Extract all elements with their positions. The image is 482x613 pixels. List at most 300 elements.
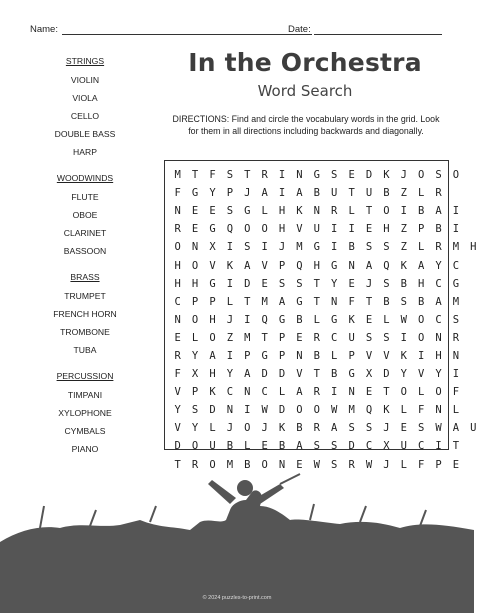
grid-cell[interactable]: N (191, 241, 199, 254)
grid-cell[interactable]: B (331, 368, 338, 381)
grid-cell[interactable]: L (348, 205, 355, 218)
grid-cell[interactable]: Q (383, 259, 390, 272)
grid-cell[interactable]: T (313, 277, 320, 290)
grid-cell[interactable]: P (278, 259, 286, 272)
grid-cell[interactable]: Q (226, 223, 234, 236)
grid-cell[interactable]: W (365, 458, 373, 471)
grid-cell[interactable]: S (383, 241, 390, 254)
grid-cell[interactable]: S (365, 422, 373, 435)
grid-cell[interactable]: L (313, 313, 320, 326)
grid-cell[interactable]: E (365, 313, 373, 326)
grid-cell[interactable]: C (418, 440, 425, 453)
grid-cell[interactable]: T (313, 368, 320, 381)
grid-cell[interactable]: H (209, 368, 216, 381)
grid-cell[interactable]: E (261, 440, 268, 453)
grid-cell[interactable]: I (418, 349, 425, 362)
grid-cell[interactable]: U (331, 187, 338, 200)
grid-cell[interactable]: D (278, 368, 286, 381)
grid-cell[interactable]: G (209, 277, 216, 290)
grid-cell[interactable]: I (244, 404, 251, 417)
grid-cell[interactable]: I (226, 241, 234, 254)
grid-cell[interactable]: T (383, 386, 390, 399)
grid-cell[interactable]: F (209, 169, 216, 182)
grid-cell[interactable]: A (209, 349, 216, 362)
grid-cell[interactable]: E (191, 223, 199, 236)
grid-cell[interactable]: L (400, 404, 407, 417)
grid-cell[interactable]: S (226, 205, 234, 218)
grid-cell[interactable]: L (400, 458, 407, 471)
grid-cell[interactable]: S (452, 313, 460, 326)
grid-cell[interactable]: E (296, 458, 303, 471)
grid-cell[interactable]: K (226, 259, 234, 272)
grid-cell[interactable]: J (383, 458, 390, 471)
grid-cell[interactable]: N (331, 295, 338, 308)
grid-cell[interactable]: A (331, 422, 338, 435)
grid-cell[interactable]: D (278, 404, 286, 417)
grid-cell[interactable]: L (278, 386, 286, 399)
grid-cell[interactable]: U (365, 187, 373, 200)
grid-cell[interactable]: H (191, 277, 199, 290)
grid-cell[interactable]: S (331, 169, 338, 182)
grid-cell[interactable]: R (331, 205, 338, 218)
grid-cell[interactable]: H (435, 349, 442, 362)
grid-cell[interactable]: A (435, 295, 442, 308)
grid-cell[interactable]: L (418, 241, 425, 254)
grid-cell[interactable]: J (400, 169, 407, 182)
grid-cell[interactable]: O (418, 331, 425, 344)
grid-cell[interactable]: B (244, 458, 251, 471)
grid-cell[interactable]: Y (191, 349, 199, 362)
grid-cell[interactable]: N (348, 259, 355, 272)
grid-cell[interactable]: T (174, 458, 181, 471)
grid-cell[interactable]: L (383, 313, 390, 326)
grid-cell[interactable]: O (191, 440, 199, 453)
category-title: BRASS (70, 272, 100, 282)
grid-cell[interactable]: J (278, 241, 286, 254)
grid-cell[interactable]: C (331, 331, 338, 344)
grid-cell[interactable]: U (313, 223, 320, 236)
grid-cell[interactable]: D (383, 368, 390, 381)
grid-cell[interactable]: I (226, 277, 234, 290)
grid-cell[interactable]: U (209, 440, 216, 453)
vocab-word: VIOLA (72, 93, 98, 103)
grid-cell[interactable]: T (244, 169, 251, 182)
grid-cell[interactable]: O (418, 313, 425, 326)
grid-cell[interactable]: P (418, 223, 425, 236)
grid-cell[interactable]: T (313, 295, 320, 308)
grid-cell[interactable]: Y (435, 259, 442, 272)
grid-cell[interactable]: M (226, 458, 234, 471)
grid-cell[interactable]: S (331, 440, 338, 453)
name-field[interactable] (30, 24, 58, 35)
grid-cell[interactable]: J (244, 187, 251, 200)
grid-cell[interactable]: I (331, 223, 338, 236)
grid-cell[interactable]: A (435, 205, 442, 218)
grid-cell[interactable]: P (226, 187, 234, 200)
grid-cell[interactable]: D (365, 169, 373, 182)
grid-cell[interactable]: K (209, 386, 216, 399)
grid-cell[interactable]: R (313, 331, 320, 344)
grid-cell[interactable]: V (209, 259, 216, 272)
grid-cell[interactable]: C (365, 440, 373, 453)
grid-cell[interactable]: S (191, 404, 199, 417)
grid-cell[interactable]: Z (400, 241, 407, 254)
grid-cell[interactable]: Y (400, 368, 407, 381)
grid-cell[interactable]: B (278, 440, 286, 453)
grid-cell[interactable]: S (435, 169, 442, 182)
grid-cell[interactable]: O (261, 458, 268, 471)
grid-cell[interactable]: I (331, 241, 338, 254)
grid-cell[interactable]: H (383, 223, 390, 236)
grid-cell[interactable]: L (331, 349, 338, 362)
grid-cell[interactable]: S (400, 295, 407, 308)
copyright-footer: © 2024 puzzles-to-print.com (202, 595, 272, 601)
grid-cell[interactable]: N (348, 386, 355, 399)
grid-cell[interactable]: C (226, 386, 234, 399)
grid-cell[interactable]: B (383, 187, 390, 200)
grid-cell[interactable]: B (383, 295, 390, 308)
grid-cell[interactable]: S (278, 277, 286, 290)
grid-cell[interactable]: U (348, 331, 355, 344)
grid-cell[interactable]: R (313, 386, 320, 399)
grid-cell[interactable]: I (400, 331, 407, 344)
grid-cell[interactable]: A (278, 295, 286, 308)
grid-cell[interactable]: C (174, 295, 181, 308)
grid-cell[interactable]: C (261, 386, 268, 399)
grid-cell[interactable]: D (244, 277, 251, 290)
grid-cell[interactable]: V (296, 223, 303, 236)
grid-cell[interactable]: Q (261, 313, 268, 326)
grid-cell[interactable]: O (261, 223, 268, 236)
grid-cell[interactable]: N (296, 349, 303, 362)
grid-cell[interactable]: A (452, 422, 460, 435)
grid-cell[interactable]: X (209, 241, 216, 254)
grid-cell[interactable]: G (313, 169, 320, 182)
grid-cell[interactable]: E (348, 169, 355, 182)
grid-cell[interactable]: B (348, 241, 355, 254)
grid-cell[interactable]: G (209, 223, 216, 236)
grid-cell[interactable]: I (278, 169, 286, 182)
grid-cell[interactable]: M (348, 404, 355, 417)
grid-cell[interactable]: O (174, 241, 181, 254)
grid-cell[interactable]: R (174, 223, 181, 236)
grid-cell[interactable]: A (418, 259, 425, 272)
grid-cell[interactable]: U (400, 440, 407, 453)
grid-cell[interactable]: M (261, 295, 268, 308)
grid-cell[interactable]: V (383, 349, 390, 362)
grid-cell[interactable]: N (174, 205, 181, 218)
grid-cell[interactable]: X (365, 368, 373, 381)
grid-cell[interactable]: P (435, 458, 442, 471)
grid-cell[interactable]: P (244, 349, 251, 362)
grid-cell[interactable]: E (296, 331, 303, 344)
grid-cell[interactable]: Z (226, 331, 234, 344)
grid-cell[interactable]: N (278, 458, 286, 471)
grid-cell[interactable]: L (418, 187, 425, 200)
grid-cell[interactable]: E (365, 386, 373, 399)
grid-cell[interactable]: X (383, 440, 390, 453)
grid-cell[interactable]: S (348, 422, 355, 435)
grid-cell[interactable]: D (348, 440, 355, 453)
grid-cell[interactable]: I (435, 440, 442, 453)
grid-cell[interactable]: P (278, 331, 286, 344)
grid-cell[interactable]: E (452, 458, 460, 471)
grid-cell[interactable]: R (452, 331, 460, 344)
grid-cell[interactable]: S (418, 422, 425, 435)
grid-cell[interactable]: E (348, 277, 355, 290)
grid-cell[interactable]: P (278, 349, 286, 362)
vocab-word: TIMPANI (67, 390, 103, 400)
grid-cell[interactable]: R (313, 422, 320, 435)
grid-cell[interactable]: R (191, 458, 199, 471)
grid-cell[interactable]: E (209, 205, 216, 218)
grid-cell[interactable]: W (435, 422, 442, 435)
grid-cell[interactable]: H (418, 277, 425, 290)
grid-cell[interactable]: Y (174, 404, 181, 417)
grid-cell[interactable]: S (331, 458, 338, 471)
grid-cell[interactable]: Y (226, 368, 234, 381)
vocab-word: DOUBLE BASS (54, 129, 116, 139)
grid-cell[interactable]: F (418, 404, 425, 417)
grid-cell[interactable]: T (191, 169, 199, 182)
grid-cell[interactable]: O (191, 259, 199, 272)
grid-cell[interactable]: K (278, 422, 286, 435)
grid-cell[interactable]: B (296, 313, 303, 326)
grid-cell[interactable]: S (365, 331, 373, 344)
grid-cell[interactable]: M (452, 295, 460, 308)
grid-cell[interactable]: I (261, 241, 268, 254)
grid-cell[interactable]: W (261, 404, 268, 417)
grid-cell[interactable]: A (296, 187, 303, 200)
directions-text: DIRECTIONS: Find and circle the vocabulary words in the grid. Look for them in all directions including backwards and diagonally. (172, 114, 440, 136)
grid-cell[interactable]: P (209, 295, 216, 308)
grid-cell[interactable]: X (191, 368, 199, 381)
grid-cell[interactable]: P (191, 295, 199, 308)
grid-cell[interactable]: F (174, 368, 181, 381)
grid-cell[interactable]: C (452, 259, 460, 272)
grid-cell[interactable]: S (383, 277, 390, 290)
grid-cell[interactable]: O (296, 404, 303, 417)
grid-cell[interactable]: F (348, 295, 355, 308)
grid-cell[interactable]: Y (191, 422, 199, 435)
grid-cell[interactable]: H (278, 205, 286, 218)
grid-cell[interactable]: N (452, 349, 460, 362)
grid-cell[interactable]: K (400, 259, 407, 272)
grid-cell[interactable]: G (261, 349, 268, 362)
grid-cell[interactable]: L (418, 386, 425, 399)
grid-cell[interactable]: T (365, 205, 373, 218)
grid-cell[interactable]: O (452, 169, 460, 182)
grid-cell[interactable]: P (191, 386, 199, 399)
grid-cell[interactable]: J (365, 277, 373, 290)
grid-cell[interactable]: M (244, 331, 251, 344)
grid-cell[interactable]: G (278, 313, 286, 326)
grid-cell[interactable]: V (365, 349, 373, 362)
grid-cell[interactable]: O (400, 386, 407, 399)
grid-cell[interactable]: L (191, 331, 199, 344)
grid-cell[interactable]: K (296, 205, 303, 218)
vocab-word: CLARINET (63, 228, 107, 238)
grid-cell[interactable]: C (435, 313, 442, 326)
grid-cell[interactable]: R (348, 458, 355, 471)
grid-cell[interactable]: H (470, 241, 477, 254)
grid-cell[interactable]: I (348, 223, 355, 236)
grid-cell[interactable]: Y (331, 277, 338, 290)
grid-cell[interactable]: H (278, 223, 286, 236)
grid-cell[interactable]: O (313, 404, 320, 417)
grid-cell[interactable]: I (452, 205, 460, 218)
grid-cell[interactable]: B (226, 440, 234, 453)
grid-cell[interactable]: I (331, 386, 338, 399)
grid-cell[interactable]: G (331, 259, 338, 272)
grid-cell[interactable]: N (435, 331, 442, 344)
grid-cell[interactable]: B (418, 295, 425, 308)
grid-cell[interactable]: T (261, 331, 268, 344)
grid-cell[interactable]: E (261, 277, 268, 290)
grid-cell[interactable]: S (244, 241, 251, 254)
grid-cell[interactable]: B (418, 205, 425, 218)
grid-cell[interactable]: V (174, 386, 181, 399)
grid-cell[interactable]: N (435, 404, 442, 417)
grid-cell[interactable]: H (313, 259, 320, 272)
grid-cell[interactable]: V (174, 422, 181, 435)
grid-cell[interactable]: D (209, 404, 216, 417)
grid-cell[interactable]: E (191, 205, 199, 218)
grid-cell[interactable]: H (209, 313, 216, 326)
grid-cell[interactable]: V (296, 368, 303, 381)
grid-cell[interactable]: Z (400, 223, 407, 236)
grid-cell[interactable]: V (261, 259, 268, 272)
grid-cell[interactable]: A (244, 259, 251, 272)
grid-cell[interactable]: N (244, 386, 251, 399)
grid-cell[interactable]: G (348, 368, 355, 381)
grid-cell[interactable]: G (331, 313, 338, 326)
grid-cell[interactable]: T (348, 187, 355, 200)
grid-cell[interactable]: A (244, 368, 251, 381)
grid-cell[interactable]: N (174, 313, 181, 326)
grid-cell[interactable]: O (191, 313, 199, 326)
grid-cell[interactable]: G (313, 241, 320, 254)
grid-cell[interactable]: S (313, 440, 320, 453)
grid-cell[interactable]: I (226, 349, 234, 362)
grid-cell[interactable]: R (435, 241, 442, 254)
grid-cell[interactable]: S (226, 169, 234, 182)
grid-cell[interactable]: O (383, 205, 390, 218)
grid-cell[interactable]: S (296, 277, 303, 290)
grid-cell[interactable]: U (470, 422, 477, 435)
grid-cell[interactable]: Q (365, 404, 373, 417)
grid-cell[interactable]: I (452, 368, 460, 381)
grid-cell[interactable]: B (313, 187, 320, 200)
grid-cell[interactable]: Y (209, 187, 216, 200)
grid-cell[interactable]: T (365, 295, 373, 308)
grid-cell[interactable]: N (313, 205, 320, 218)
grid-cell[interactable]: B (400, 277, 407, 290)
grid-cell[interactable]: O (209, 331, 216, 344)
grid-cell[interactable]: E (365, 223, 373, 236)
grid-cell[interactable]: K (400, 349, 407, 362)
grid-cell[interactable]: Y (435, 368, 442, 381)
grid-cell[interactable]: T (452, 440, 460, 453)
grid-cell[interactable]: K (348, 313, 355, 326)
grid-cell[interactable]: B (435, 223, 442, 236)
grid-cell[interactable]: P (348, 349, 355, 362)
grid-cell[interactable]: G (244, 205, 251, 218)
grid-cell[interactable]: J (226, 422, 234, 435)
grid-cell[interactable]: N (296, 169, 303, 182)
grid-cell[interactable]: A (365, 259, 373, 272)
grid-cell[interactable]: L (261, 205, 268, 218)
category-strings (30, 56, 140, 161)
grid-cell[interactable]: D (174, 440, 181, 453)
grid-cell[interactable]: C (435, 277, 442, 290)
grid-cell[interactable]: Z (400, 187, 407, 200)
grid-cell[interactable]: T (244, 295, 251, 308)
grid-cell[interactable]: L (452, 404, 460, 417)
grid-cell[interactable]: M (452, 241, 460, 254)
grid-cell[interactable]: W (313, 458, 320, 471)
grid-cell[interactable]: J (261, 422, 268, 435)
grid-cell[interactable]: H (174, 277, 181, 290)
grid-cell[interactable]: L (226, 295, 234, 308)
grid-cell[interactable]: I (244, 313, 251, 326)
grid-cell[interactable]: G (452, 277, 460, 290)
grid-cell[interactable]: S (383, 331, 390, 344)
grid-cell[interactable]: A (261, 187, 268, 200)
grid-cell[interactable]: V (418, 368, 425, 381)
grid-cell[interactable]: N (226, 404, 234, 417)
grid-cell[interactable]: W (331, 404, 338, 417)
grid-cell[interactable]: L (244, 440, 251, 453)
grid-cell[interactable]: E (174, 331, 181, 344)
grid-cell[interactable]: O (244, 223, 251, 236)
grid-cell[interactable]: G (296, 295, 303, 308)
grid-cell[interactable]: H (174, 259, 181, 272)
grid-cell[interactable]: F (174, 187, 181, 200)
grid-cell[interactable]: I (400, 205, 407, 218)
grid-cell[interactable]: I (452, 223, 460, 236)
grid-cell[interactable]: O (418, 169, 425, 182)
grid-cell[interactable]: Q (296, 259, 303, 272)
grid-cell[interactable]: E (400, 422, 407, 435)
grid-cell[interactable]: L (209, 422, 216, 435)
grid-cell[interactable]: O (435, 386, 442, 399)
grid-cell[interactable]: D (261, 368, 268, 381)
grid-cell[interactable]: W (400, 313, 407, 326)
grid-cell[interactable]: K (383, 169, 390, 182)
grid-cell[interactable]: B (313, 349, 320, 362)
grid-cell[interactable]: B (296, 422, 303, 435)
date-field[interactable] (288, 24, 311, 35)
grid-cell[interactable]: R (435, 187, 442, 200)
grid-cell[interactable]: I (278, 187, 286, 200)
grid-cell[interactable]: J (226, 313, 234, 326)
grid-cell[interactable]: F (418, 458, 425, 471)
grid-cell[interactable]: S (365, 241, 373, 254)
grid-cell[interactable]: A (296, 440, 303, 453)
grid-cell[interactable]: F (452, 386, 460, 399)
grid-cell[interactable]: M (174, 169, 181, 182)
grid-cell[interactable]: G (191, 187, 199, 200)
grid-cell[interactable]: A (296, 386, 303, 399)
grid-cell[interactable]: R (174, 349, 181, 362)
grid-cell[interactable]: O (244, 422, 251, 435)
grid-cell[interactable]: M (296, 241, 303, 254)
grid-cell[interactable]: O (209, 458, 216, 471)
grid-cell[interactable]: R (261, 169, 268, 182)
grid-cell[interactable]: J (383, 422, 390, 435)
grid-cell[interactable]: K (383, 404, 390, 417)
